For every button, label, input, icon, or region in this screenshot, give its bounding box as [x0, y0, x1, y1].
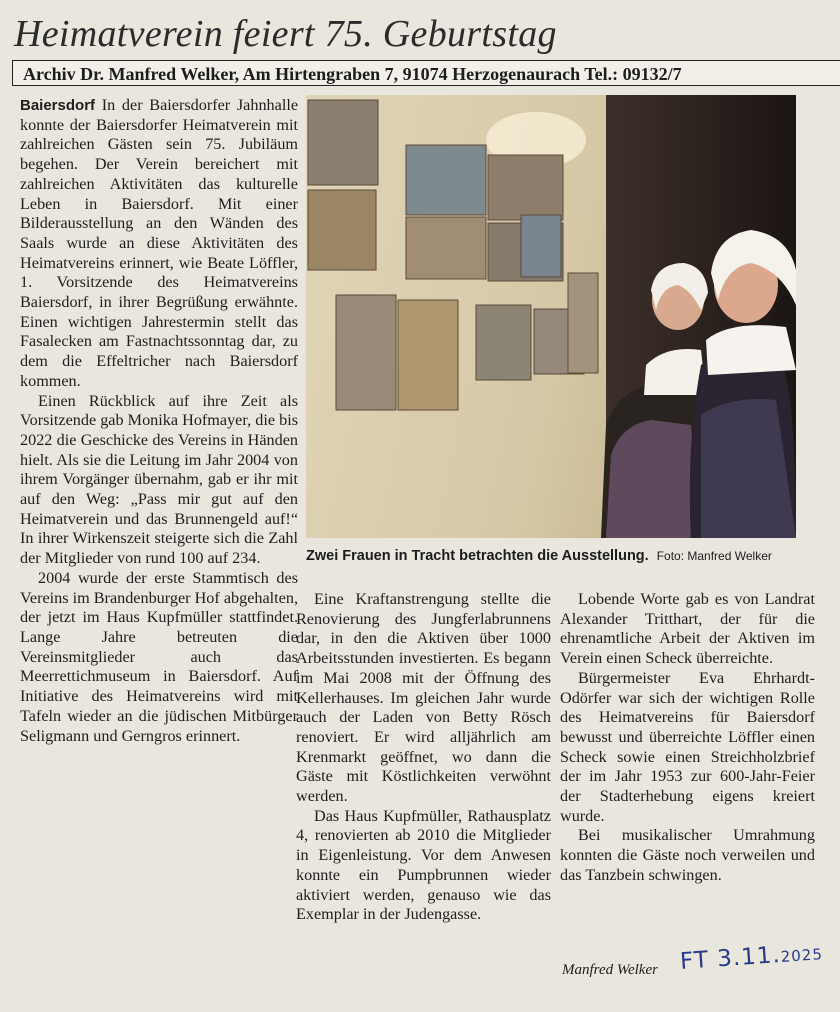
paragraph	[20, 96, 298, 392]
handwritten-note	[679, 939, 823, 975]
article-column-3	[560, 590, 815, 886]
paragraph: 2004 wurde der erste Stammtisch des Vereins im Brandenburger Hof abgehalten, der jetzt im Haus Kupfmüller stattfindet. Lange Jahre betreuten die Vereinsmitglieder auch das Meerrettichmuseum in Baiersdorf. Auf Initiative des Heimatvereins wird mit Tafeln wieder an die jüdischen Mitbürger Seligmann und Gerngros erinnert.	[20, 568, 298, 745]
photo-illustration	[306, 95, 796, 538]
author-signature: Manfred Welker	[562, 962, 658, 978]
caption-text: Zwei Frauen in Tracht betrachten die Ausstellung.	[306, 548, 649, 564]
paragraph: Das Haus Kupfmüller, Rathausplatz 4, renovierten ab 2010 die Mitglieder in Eigenleistung. Vor dem Anwesen konnte ein Pumpbrunnen wieder aktiviert werden, genauso wie das Exemplar in der Judengasse.	[296, 806, 551, 924]
article-column-1	[20, 96, 298, 746]
handwritten-note-main: FT 3.11.	[679, 941, 782, 975]
paragraph: Bürgermeister Eva Ehrhardt-Odörfer war sich der wichtigen Rolle des Heimatvereins für Baiersdorf bewusst und überreichte Löffler einen Scheck sowie einen Streichholzbrief der im Jahr 1953 zur 600-Jahr-Feier der Stadterhebung eigens kreiert wurde.	[560, 668, 815, 825]
photo-credit: Foto: Manfred Welker	[656, 549, 772, 563]
dateline: Baiersdorf	[20, 97, 96, 114]
paragraph: Bei musikalischer Umrahmung konnten die Gäste noch verweilen und das Tanzbein schwingen.	[560, 826, 815, 884]
headline: Heimatverein feiert 75. Geburtstag	[14, 13, 557, 55]
paragraph: Eine Kraftanstrengung stellte die Renovierung des Jungferlabrunnens dar, in den die Aktiven über 1000 Arbeitsstunden investierten. Es begann im Mai 2008 mit der Öffnung des Kellerhauses. Im gleichen Jahr wurde auch der Laden von Betty Rösch renoviert. Er wird alljährlich am Krenmarkt geöffnet, wo dann die Gäste mit Köstlichkeiten verwöhnt werden.	[296, 590, 551, 806]
article-column-2	[296, 590, 551, 925]
paragraph: Lobende Worte gab es von Landrat Alexander Tritthart, der für die ehrenamtliche Arbeit der Aktiven im Verein einen Scheck überreichte.	[560, 590, 815, 668]
photo-caption	[306, 548, 806, 564]
paragraph: Einen Rückblick auf ihre Zeit als Vorsitzende gab Monika Hofmayer, die bis 2022 die Geschicke des Vereins in Händen hielt. Als sie die Leitung im Jahr 2004 von ihrem Vorgänger übernahm, gab er ihr mit auf den Weg: „Pass mir gut auf den Heimatverein und das Brunnengeld auf!“ In ihrer Wirkenszeit steigerte sich die Zahl der Mitglieder von rund 100 auf 234.	[20, 391, 298, 568]
archive-stamp: Archiv Dr. Manfred Welker, Am Hirtengraben 7, 91074 Herzogenaurach Tel.: 09132/7	[12, 60, 840, 86]
paragraph-text: In der Baiersdorfer Jahnhalle konnte der Baiersdorfer Heimatverein mit zahlreichen Gästen sein 75. Jubiläum begehen. Der Verein bereichert mit zahlreichen Aktivitäten das kulturelle Leben in Baiersdorf. Mit einer Bilderausstellung an den Wänden des Saals wurde an diese Aktivitäten des Heimatvereins erinnert, wie Beate Löffler, 1. Vorsitzende des Heimatvereins Baiersdorf, in ihrer Begrüßung erwähnte. Einen wichtigen Jahrestermin stellt das Fasalecken am Fastnachtssonntag dar, zu dem die Effeltricher nach Baiersdorf kommen.	[20, 96, 299, 390]
handwritten-note-year: 2025	[780, 945, 824, 966]
article-photo	[306, 95, 796, 538]
